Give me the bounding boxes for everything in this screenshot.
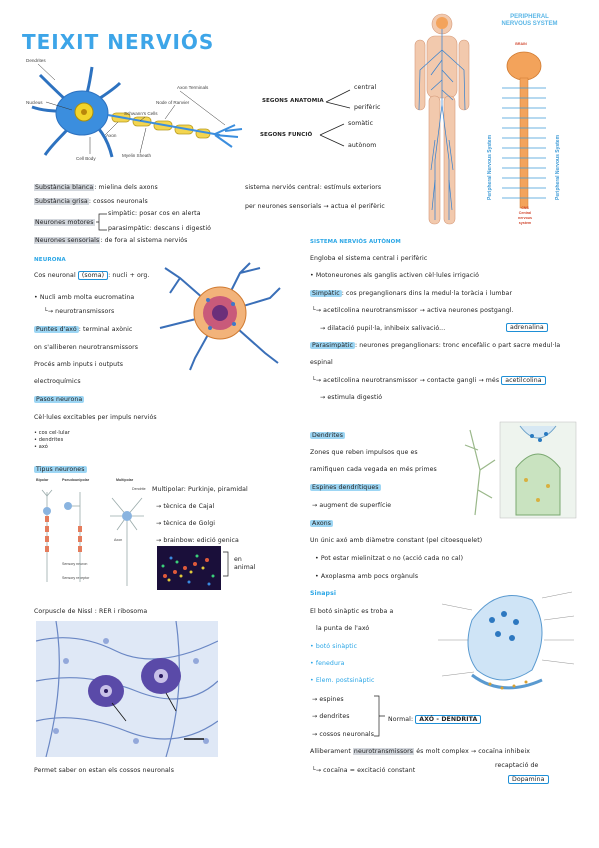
- en-label: en: [234, 556, 242, 563]
- augment-line: → augment de superfície: [312, 502, 392, 509]
- cns-3: nervous: [518, 216, 532, 220]
- neurotrans-line: └→ neurotransmissors: [44, 308, 115, 315]
- para-digestio: → estimula digestió: [320, 394, 383, 401]
- cocaina-line: └→ cocaïna = excitació constant: [312, 767, 416, 774]
- page-title: TEIXIT NERVIÓS: [22, 30, 215, 54]
- recaptacio-line: recaptació de: [495, 762, 539, 769]
- unic-line: Un únic axó amb diàmetre constant (pel citoesquelet): [310, 537, 483, 544]
- axon-label-types: Axon: [114, 538, 123, 542]
- neurones-sensorials: Neurones sensorials: de fora al sistema nerviós: [35, 237, 188, 244]
- substancia-blanca: Substància blanca: mielina dels axons: [35, 184, 158, 191]
- brainbow-image: [157, 546, 221, 590]
- neuron-types-figure: [32, 478, 150, 590]
- dendrite-label: Dendrite: [132, 487, 146, 491]
- zones-line-1: Zones que reben impulsos que es: [310, 449, 418, 456]
- alliberament-line: Alliberament neurotransmissors és molt complex → cocaïna inhibeix: [310, 748, 531, 755]
- normal-line: Normal: AXÓ - DENDRITA: [388, 716, 481, 724]
- pns-title-1: PERIPHERAL: [510, 14, 549, 20]
- nissl-stain: [36, 621, 218, 757]
- simpatic-acetil: └→ acetilcolina neurotransmissor → activa neurones postgangl.: [312, 307, 514, 314]
- label-axon-terminals: Axon Terminals: [177, 85, 209, 90]
- simpatic-line: simpàtic: posar cos en alerta: [108, 210, 201, 217]
- cns-2: Central: [518, 211, 532, 215]
- label-schwann: Schwann's Cells: [124, 111, 158, 116]
- bullet-axo: • axó: [34, 444, 48, 450]
- tecnica-golgi: → tècnica de Golgi: [156, 520, 216, 527]
- pns-title-2: NERVOUS SYSTEM: [501, 21, 558, 27]
- espinal-line: espinal: [310, 359, 333, 366]
- elem-post: • Elem. postsinàptic: [310, 677, 375, 684]
- dendrites-item: → dendrites: [312, 713, 350, 720]
- parasimpatic-line: parasimpàtic: descans i digestió: [108, 225, 212, 232]
- para-acetil: └→ acetilcolina neurotransmissor → contacte gangli → més acetilcolina: [312, 377, 546, 385]
- bullet-cos: • cos cel·lular: [34, 430, 70, 436]
- engloba-line: Engloba el sistema central i perifèric: [310, 255, 428, 262]
- label-dendrites: Dendrites: [26, 58, 46, 63]
- body-nerves: [405, 10, 480, 235]
- nissl-line: Corpuscle de Nissl : RER i ribosoma: [34, 608, 148, 615]
- classification-tree: [258, 80, 408, 160]
- brainbow-line: → brainbow: edició genica: [156, 537, 239, 544]
- cossos-item: → cossos neuronals: [312, 731, 375, 738]
- tree-lines: [258, 80, 408, 160]
- dendrites-heading: Dendrites: [312, 432, 344, 439]
- spinal-cord-diagram: [500, 46, 550, 216]
- pns-right-label: Peripheral Nervous System: [555, 134, 561, 200]
- label-nucleus: Nucleus: [26, 100, 43, 105]
- sensory-neuron-label: Sensory neuron: [62, 562, 88, 566]
- celules-line: Cèl·lules excitables per impuls nerviós: [34, 414, 157, 421]
- sinapsi-heading: Sinapsi: [310, 590, 337, 597]
- per-line: per neurones sensorials → actua el perifèric: [245, 203, 385, 210]
- boto-sinaptic: • botó sinàptic: [310, 643, 358, 650]
- bipolar-label: Bipolar: [36, 478, 49, 482]
- cos-neuronal: Cos neuronal (soma) : nucli + org.: [34, 272, 150, 279]
- label-axon: Axon: [106, 133, 117, 138]
- label-node-ranvier: Node of Ranvier: [156, 100, 190, 105]
- axoplasma-line: • Axoplasma amb pocs orgànuls: [315, 573, 419, 580]
- pns-figure: [405, 10, 585, 235]
- moto-line: • Motoneurones als ganglis activen cèl·lules irrigació: [310, 272, 480, 279]
- parasimpatic-desc: Parasimpàtic : neurones preganglionars: tronc encefàlic o part sacre medul·la: [312, 342, 561, 349]
- label-myelin: Myelin Sheath: [122, 153, 152, 158]
- puntes-axo: Puntes d'axó : terminal axònic: [36, 326, 133, 333]
- permet-line: Permet saber on estan els cossos neuronals: [34, 767, 175, 774]
- label-cell-body: Cell Body: [76, 156, 96, 161]
- simpatic-dilatacio: → dilatació pupil·la, inhibeix salivació...: [320, 325, 446, 332]
- snc-line: sistema nerviós central: estímuls exteriors: [245, 184, 382, 191]
- motores-brace: [96, 212, 108, 232]
- nissl-micrograph: [36, 621, 218, 757]
- tipus-heading: Tipus neurones: [36, 466, 85, 473]
- cns-1: CNS: [521, 206, 529, 210]
- central-label: central: [354, 84, 377, 91]
- animal-label: animal: [234, 564, 256, 571]
- somatic-label: somàtic: [348, 120, 374, 127]
- espines-heading: Espines dendrítiques: [312, 484, 379, 491]
- electro-line: electroquímics: [34, 378, 81, 385]
- proces-line: Procés amb inputs i outputs: [34, 361, 124, 368]
- segons-funcio: SEGONS FUNCIÓ: [260, 132, 313, 138]
- autonom-label: autònom: [348, 142, 377, 149]
- neurones-motores: Neurones motores: [35, 219, 94, 226]
- sinapsi-brace: [372, 694, 386, 738]
- sna-heading: SISTEMA NERVIÓS AUTÒNOM: [310, 239, 401, 245]
- pot-line: • Pot estar mielinitzat o no (acció cada no cal): [315, 555, 464, 562]
- espines-item: → espines: [312, 696, 344, 703]
- adrenalina-box: adrenalina: [506, 324, 548, 332]
- neurona-heading: NEURONA: [34, 257, 66, 263]
- brainbow-pattern: [157, 546, 221, 590]
- pseudo-label: Pseudounipolar: [62, 478, 90, 482]
- periferic-label: perifèric: [354, 104, 381, 111]
- dendritic-spine-figure: [460, 420, 578, 520]
- nucli-line: • Nucli amb molta eucromatina: [34, 294, 135, 301]
- dopamina-box: Dopamina: [508, 776, 549, 784]
- multipolar-text: Multipolar: Purkinje, piramidal: [152, 486, 248, 493]
- sensory-receptor-label: Sensory receptor: [62, 576, 90, 580]
- neuron-diagram: [20, 55, 250, 173]
- boto-line-1: El botó sinàptic es troba a: [310, 608, 394, 615]
- chemical-synapse-figure: [432, 580, 580, 698]
- bullet-dendrites: • dendrites: [34, 437, 64, 443]
- neuron-types-drawing: [32, 486, 150, 590]
- allibera-line: on s'alliberen neurotransmissors: [34, 344, 139, 351]
- fenedura: • fenedura: [310, 660, 345, 667]
- boto-line-2: la punta de l'axó: [316, 625, 370, 632]
- axons-heading: Axons: [312, 520, 332, 527]
- tecnica-cajal: → tècnica de Cajal: [156, 503, 215, 510]
- simpatic-desc: Simpàtic : cos preganglionars dins la medul·la toràcia i lumbar: [312, 290, 513, 297]
- neuron-cell-illustration: [150, 258, 285, 373]
- substancia-grisa: Substància grisa: cossos neuronals: [35, 198, 148, 205]
- cns-4: system: [518, 221, 532, 225]
- multipolar-label: Multipolar: [116, 478, 134, 482]
- pasos-heading: Pasos neurona: [36, 396, 83, 403]
- zones-line-2: ramifiquen cada vegada en més primes: [310, 466, 437, 473]
- segons-anatomia: SEGONS ANATOMIA: [262, 98, 324, 104]
- brain-label: BRAIN: [515, 42, 527, 46]
- pns-left-label: Peripheral Nervous System: [487, 134, 493, 200]
- en-animal-brace: [222, 550, 234, 578]
